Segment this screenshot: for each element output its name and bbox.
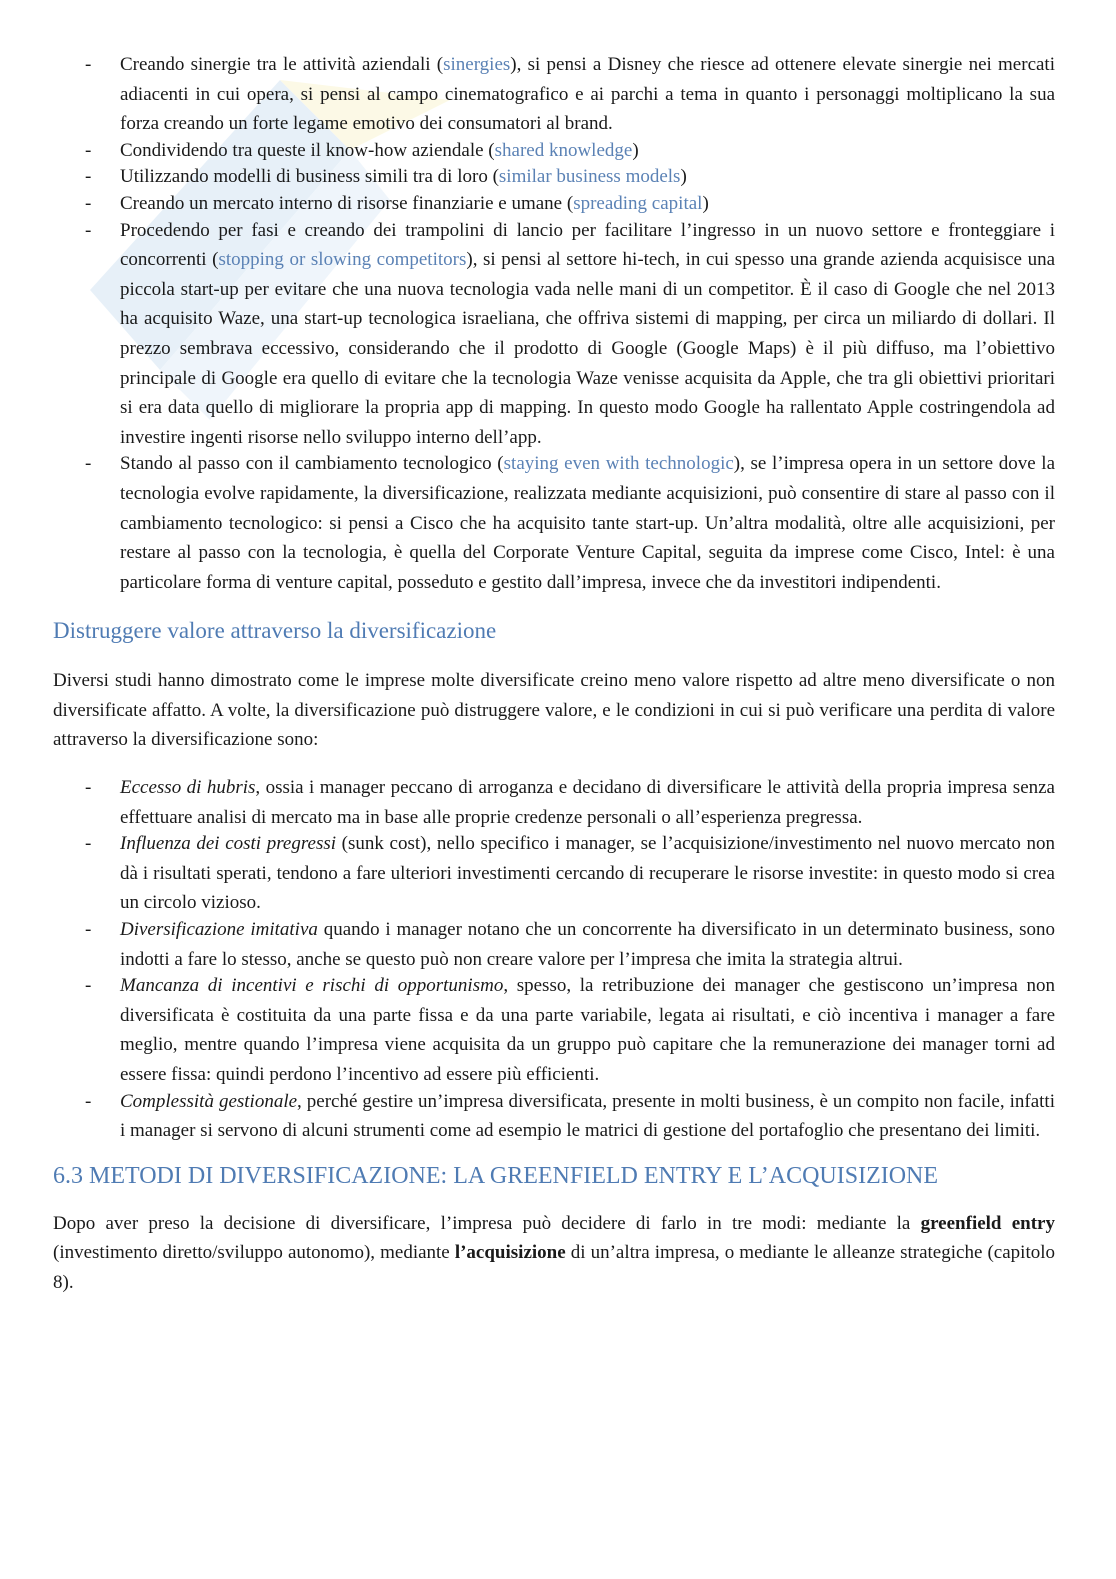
list-item: - Condividendo tra queste il know-how aziendale (shared knowledge) — [53, 136, 1055, 166]
list-item: - Creando un mercato interno di risorse finanziarie e umane (spreading capital) — [53, 189, 1055, 219]
list-item: - Eccesso di hubris, ossia i manager peccano di arroganza e decidano di diversificare le attività della propria impresa senza effettuare analisi di mercato ma in base alle proprie credenze personali o all’esperienza pregressa. — [53, 773, 1055, 832]
list-item: - Utilizzando modelli di business simili tra di loro (similar business models) — [53, 162, 1055, 192]
chapter-heading: 6.3 METODI DI DIVERSIFICAZIONE: LA GREENFIELD ENTRY E L’ACQUISIZIONE — [53, 1162, 939, 1189]
list-item: - Complessità gestionale, perché gestire un’impresa diversificata, presente in molti business, è un compito non facile, infatti i manager si servono di alcuni strumenti come ad esempio le matrici di gestione del portafoglio che presentano dei limiti. — [53, 1087, 1055, 1146]
list-item: - Stando al passo con il cambiamento tecnologico (staying even with technologic), se l’impresa opera in un settore dove la tecnologia evolve rapidamente, la diversificazione, realizzata mediante acquisizioni, può consentire di stare al passo con il cambiamento tecnologico: si pensi a Cisco che ha acquisito tante start-up. Un’altra modalità, oltre alle acquisizioni, per restare al passo con la tecnologia, è quella del Corporate Venture Capital, seguita da imprese come Cisco, Intel: è una particolare forma di venture capital, posseduto e gestito dall’impresa, invece che da investitori indipendenti. — [53, 449, 1055, 597]
list-item: - Influenza dei costi pregressi (sunk cost), nello specifico i manager, se l’acquisizione/investimento nel nuovo mercato non dà i risultati sperati, tendono a fare ulteriori investimenti cercando di recuperare le risorse investite: in questo modo si crea un circolo vizioso. — [53, 829, 1055, 918]
section-intro-paragraph: Diversi studi hanno dimostrato come le imprese molte diversificate creino meno valore rispetto ad altre meno diversificate o non diversificate affatto. A volte, la diversificazione può distruggere valore, e le condizioni in cui si può verificare una perdita di valore attraverso la diversificazione sono: — [53, 670, 1055, 751]
advantages-list — [53, 50, 1055, 597]
list-item: - Procedendo per fasi e creando dei trampolini di lancio per facilitare l’ingresso in un nuovo settore e fronteggiare i concorrenti (stopping or slowing competitors), si pensi al settore hi-tech, in cui spesso una grande azienda acquisisce una piccola start-up per evitare che una nuova tecnologia vada nelle mani di un competitor. È il caso di Google che nel 2013 ha acquisito Waze, una start-up tecnologica israeliana, che offriva sistemi di mapping, per circa un miliardo di dollari. Il prezzo sembrava eccessivo, considerando che il prodotto di Google (Google Maps) è il più diffuso, ma l’obiettivo principale di Google era quello di evitare che la tecnologia Waze venisse acquisita da Apple, che tra gli obiettivi prioritari si era data quello di migliorare la propria app di mapping. In questo modo Google ha rallentato Apple costringendola ad investire ingenti risorse nello sviluppo interno dell’app. — [53, 216, 1055, 453]
chapter-paragraph: Dopo aver preso la decisione di diversificare, l’impresa può decidere di farlo in tre modi: mediante la greenfield entry (investimento diretto/sviluppo autonomo), mediante l’acquisizione di un’altra impresa, o mediante le alleanze strategiche (capitolo 8). — [53, 1212, 1055, 1293]
list-item: - Diversificazione imitativa quando i manager notano che un concorrente ha diversificato in un determinato business, sono indotti a fare lo stesso, anche se questo può non creare valore per l’impresa che imita la strategia altrui. — [53, 915, 1055, 974]
document-page — [53, 50, 1055, 1316]
value-destruction-list — [53, 773, 1055, 1146]
list-item: - Creando sinergie tra le attività aziendali (sinergies), si pensi a Disney che riesce ad ottenere elevate sinergie nei mercati adiacenti in cui opera, si pensi al campo cinematografico e ai parchi a tema in quanto i personaggi moltiplicano la sua forza creando un forte legame emotivo dei consumatori al brand. — [53, 50, 1055, 139]
list-item: - Mancanza di incentivi e rischi di opportunismo, spesso, la retribuzione dei manager che gestiscono un’impresa non diversificata è costituita da una parte fissa e da una parte variabile, legata ai risultati, e ciò incentiva i manager a fare meglio, mentre quando l’impresa viene acquisita da un gruppo può capitare che la remunerazione dei manager torni ad essere fissa: quindi perdono l’incentivo ad essere più efficienti. — [53, 971, 1055, 1089]
section-heading: Distruggere valore attraverso la diversificazione — [53, 618, 497, 644]
